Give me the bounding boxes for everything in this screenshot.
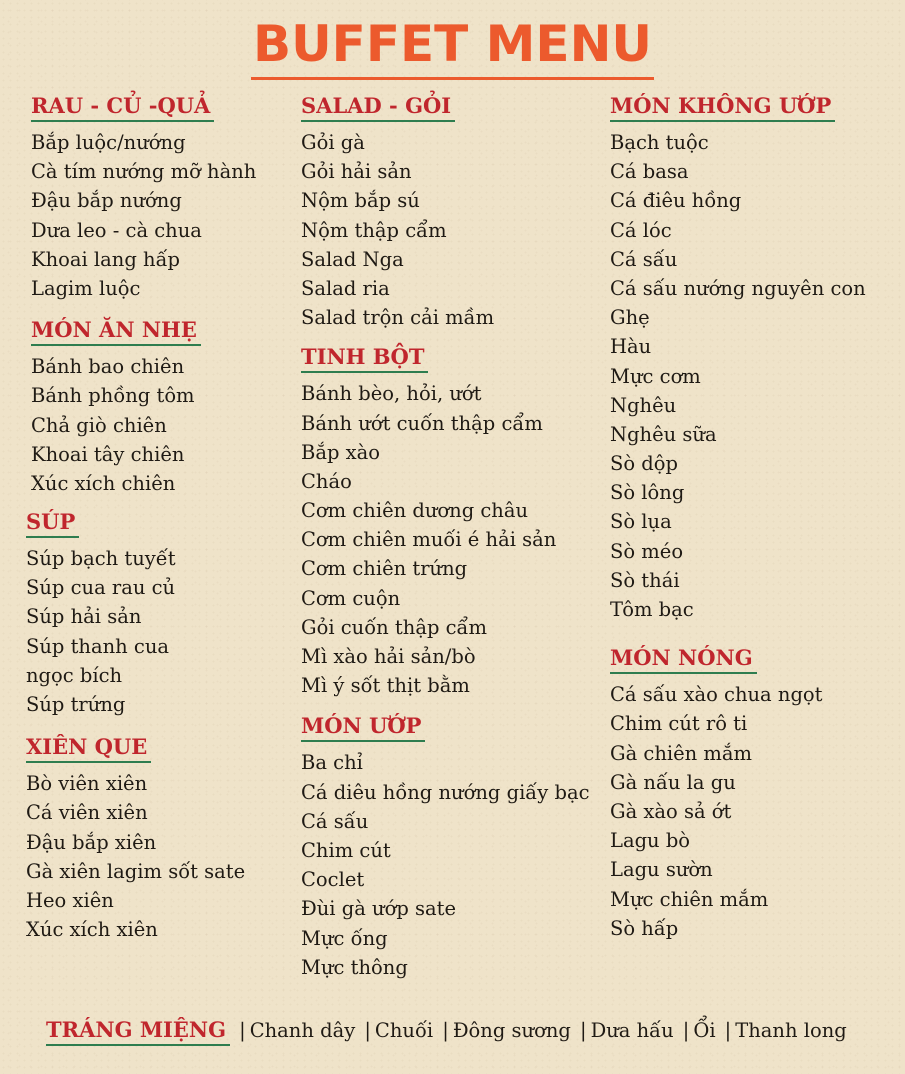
dessert-heading: TRÁNG MIỆNG bbox=[46, 1016, 230, 1046]
item-list bbox=[26, 769, 296, 944]
menu-item: Cá diêu hồng nướng giấy bạc bbox=[301, 780, 590, 804]
menu-item: Salad ria bbox=[301, 276, 390, 300]
menu-item: Gỏi hải sản bbox=[301, 160, 412, 184]
menu-item: Cà tím nướng mỡ hành bbox=[31, 160, 257, 184]
section-mon-uop bbox=[301, 712, 601, 982]
menu-item: Cá basa bbox=[610, 160, 689, 184]
menu-item: Sò thái bbox=[610, 568, 680, 592]
menu-item: Lagim luộc bbox=[31, 276, 141, 300]
item-list bbox=[610, 680, 900, 943]
dessert-item: Đông sương bbox=[452, 1019, 571, 1042]
menu-item: Bánh bèo, hỏi, ướt bbox=[301, 382, 482, 406]
menu-item: Gỏi cuốn thập cẩm bbox=[301, 615, 487, 639]
section-sup bbox=[26, 508, 296, 719]
menu-title-wrap bbox=[0, 14, 905, 80]
menu-item: Cơm chiên muối é hải sản bbox=[301, 528, 557, 552]
menu-item: Súp cua rau củ bbox=[26, 576, 176, 600]
dessert-item: Thanh long bbox=[735, 1019, 847, 1042]
menu-item: Mực cơm bbox=[610, 364, 701, 388]
menu-item: Mì xào hải sản/bò bbox=[301, 645, 476, 668]
section-heading: RAU - CỦ -QUẢ bbox=[31, 92, 214, 122]
menu-item: Sò lụa bbox=[610, 510, 672, 534]
separator: | bbox=[442, 1019, 449, 1042]
menu-item: Bánh phồng tôm bbox=[31, 384, 195, 408]
menu-item: Ghẹ bbox=[610, 306, 650, 330]
menu-item: Súp hải sản bbox=[26, 605, 142, 629]
menu-item: Khoai tây chiên bbox=[31, 442, 185, 466]
menu-item: Sò hấp bbox=[610, 916, 679, 940]
menu-item: Đùi gà ướp sate bbox=[301, 897, 457, 921]
section-mon-nong bbox=[610, 644, 900, 943]
separator: | bbox=[579, 1019, 587, 1042]
menu-item: Súp trứng bbox=[26, 693, 126, 716]
item-list bbox=[610, 128, 900, 624]
section-xien-que bbox=[26, 733, 296, 944]
menu-item: Bắp xào bbox=[301, 440, 380, 464]
menu-item: Ba chỉ bbox=[301, 751, 363, 775]
item-list bbox=[31, 128, 296, 303]
menu-item: Mì ý sốt thịt bằm bbox=[301, 674, 470, 698]
menu-item: Xúc xích xiên bbox=[26, 918, 158, 942]
menu-item: Súp bạch tuyết bbox=[26, 547, 176, 571]
menu-item: Mực ống bbox=[301, 926, 388, 950]
menu-item: Cá viên xiên bbox=[26, 801, 148, 825]
section-rau-cu-qua bbox=[31, 92, 296, 303]
menu-item: Bắp luộc/nướng bbox=[31, 131, 186, 154]
menu-item: Gà xào sả ớt bbox=[610, 799, 732, 823]
menu-item: Sò méo bbox=[610, 539, 684, 563]
menu-item: Gà xiên lagim sốt sate bbox=[26, 859, 246, 883]
menu-item: Mực thông bbox=[301, 955, 408, 979]
menu-item: Cá lóc bbox=[610, 218, 672, 242]
menu-item: Heo xiên bbox=[26, 888, 114, 912]
menu-item: ngọc bích bbox=[26, 663, 123, 687]
menu-item: Cơm chiên trứng bbox=[301, 557, 468, 581]
menu-item: Tôm bạc bbox=[610, 598, 694, 621]
menu-item: Salad trộn cải mầm bbox=[301, 306, 495, 330]
section-mon-khong-uop bbox=[610, 92, 900, 624]
menu-item: Dưa leo - cà chua bbox=[31, 218, 202, 242]
section-heading: MÓN NÓNG bbox=[610, 644, 757, 674]
dessert-item: Ổi bbox=[693, 1019, 716, 1042]
menu-item: Nộm bắp sú bbox=[301, 189, 420, 213]
separator: | bbox=[724, 1019, 732, 1042]
menu-column-3 bbox=[610, 92, 900, 943]
menu-item: Chả giò chiên bbox=[31, 413, 167, 437]
dessert-item: Dưa hấu bbox=[590, 1019, 674, 1042]
item-list bbox=[301, 128, 601, 332]
section-mon-an-nhe bbox=[31, 316, 296, 498]
section-tinh-bot bbox=[301, 343, 601, 700]
dessert-item: Chuối bbox=[374, 1019, 434, 1042]
menu-item: Gà nấu la gu bbox=[610, 770, 736, 794]
menu-item: Chim cút bbox=[301, 838, 391, 862]
item-list bbox=[26, 544, 296, 719]
menu-item: Hàu bbox=[610, 335, 652, 359]
section-heading: MÓN ƯỚP bbox=[301, 712, 425, 742]
menu-item: Súp thanh cua bbox=[26, 634, 170, 658]
menu-item: Cá điêu hồng bbox=[610, 189, 742, 213]
separator: | bbox=[364, 1019, 371, 1042]
menu-item: Bánh bao chiên bbox=[31, 355, 185, 379]
dessert-item: Chanh dây bbox=[249, 1019, 356, 1042]
menu-column-2 bbox=[301, 92, 601, 982]
menu-item: Mực chiên mắm bbox=[610, 887, 769, 911]
section-heading: XIÊN QUE bbox=[26, 733, 151, 763]
menu-item: Cá sấu xào chua ngọt bbox=[610, 683, 823, 707]
menu-item: Gỏi gà bbox=[301, 131, 365, 154]
menu-item: Bánh ướt cuốn thập cẩm bbox=[301, 411, 543, 435]
section-heading: SALAD - GỎI bbox=[301, 92, 455, 122]
menu-item: Đậu bắp nướng bbox=[31, 189, 182, 213]
menu-item: Bò viên xiên bbox=[26, 772, 148, 796]
menu-item: Cháo bbox=[301, 469, 352, 493]
menu-item: Cơm cuộn bbox=[301, 586, 401, 610]
menu-item: Bạch tuộc bbox=[610, 131, 709, 154]
menu-item: Coclet bbox=[301, 868, 365, 892]
menu-column-1 bbox=[26, 92, 296, 944]
section-heading: MÓN KHÔNG ƯỚP bbox=[610, 92, 835, 122]
dessert-row bbox=[46, 1016, 847, 1046]
section-salad-goi bbox=[301, 92, 601, 332]
menu-title: BUFFET MENU bbox=[251, 14, 654, 80]
section-heading: MÓN ĂN NHẸ bbox=[31, 316, 201, 346]
menu-item: Chim cút rô ti bbox=[610, 712, 748, 736]
menu-item: Cá sấu nướng nguyên con bbox=[610, 276, 866, 300]
menu-item: Cơm chiên dương châu bbox=[301, 499, 529, 523]
menu-item: Nộm thập cẩm bbox=[301, 218, 447, 242]
menu-item: Đậu bắp xiên bbox=[26, 830, 157, 854]
menu-item: Nghêu sữa bbox=[610, 422, 717, 446]
item-list bbox=[301, 379, 601, 700]
item-list bbox=[31, 352, 296, 498]
menu-item: Nghêu bbox=[610, 393, 677, 417]
menu-item: Cá sấu bbox=[301, 809, 369, 833]
section-heading: TINH BỘT bbox=[301, 343, 428, 373]
menu-item: Khoai lang hấp bbox=[31, 247, 181, 271]
separator: | bbox=[682, 1019, 690, 1042]
menu-item: Cá sấu bbox=[610, 247, 678, 271]
menu-item: Lagu bò bbox=[610, 829, 691, 853]
menu-item: Salad Nga bbox=[301, 247, 404, 271]
menu-item: Sò lông bbox=[610, 481, 685, 505]
menu-item: Xúc xích chiên bbox=[31, 471, 176, 495]
section-heading: SÚP bbox=[26, 508, 79, 538]
menu-item: Sò dộp bbox=[610, 452, 679, 476]
menu-item: Gà chiên mắm bbox=[610, 741, 753, 765]
item-list bbox=[301, 748, 601, 982]
menu-item: Lagu sườn bbox=[610, 858, 713, 882]
separator: | bbox=[239, 1019, 246, 1042]
